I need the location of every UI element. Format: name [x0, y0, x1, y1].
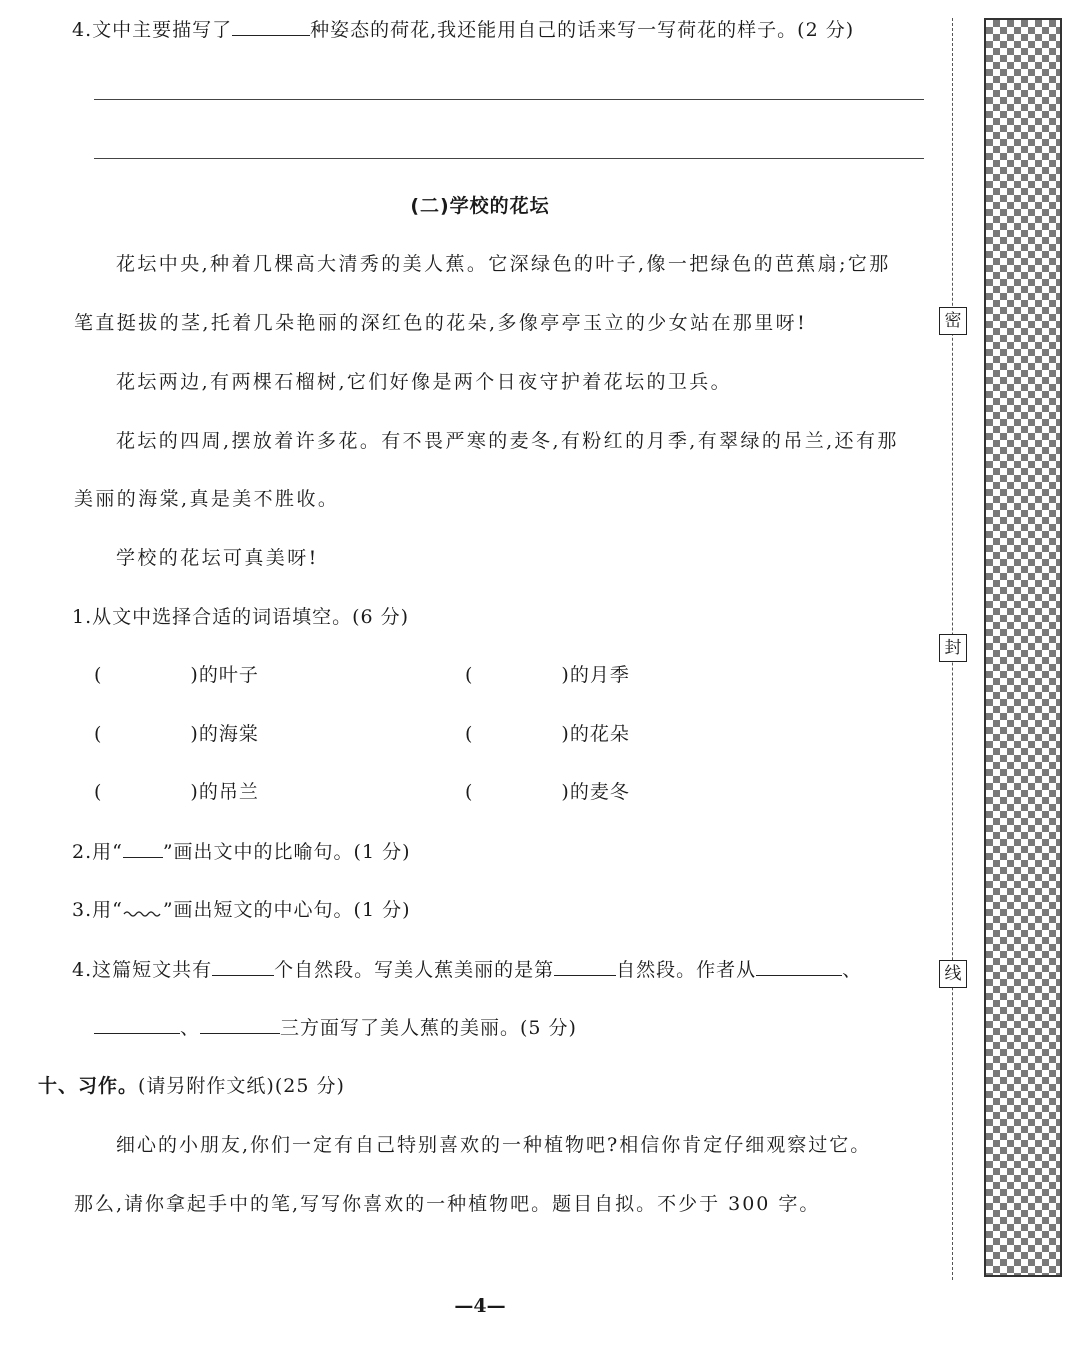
answer-line[interactable] — [94, 158, 924, 159]
question-1: 1.从文中选择合适的词语填空。(6 分) — [72, 606, 410, 628]
question-4-cont: 、 三方面写了美人蕉的美丽。(5 分) — [94, 1015, 577, 1040]
passage-paragraph-2: 花坛两边,有两棵石榴树,它们好像是两个日夜守护着花坛的卫兵。 — [116, 371, 733, 393]
fill-item: ( )的吊兰 — [94, 781, 259, 803]
answer-blank[interactable] — [212, 957, 274, 976]
passage-paragraph-4: 学校的花坛可真美呀! — [116, 547, 319, 569]
binding-seal-xian: 线 — [939, 960, 967, 988]
decorative-margin-pattern — [984, 18, 1062, 1277]
fill-item: ( )的花朵 — [465, 723, 630, 745]
fill-item: ( )的叶子 — [94, 664, 259, 686]
section-heading: 十、习作。(请另附作文纸)(25 分) — [38, 1075, 345, 1097]
answer-blank[interactable] — [756, 957, 842, 976]
fill-item: ( )的月季 — [465, 664, 630, 686]
answer-blank[interactable] — [554, 957, 616, 976]
question-2: 2.用“ ”画出文中的比喻句。(1 分) — [72, 841, 411, 863]
passage-paragraph-1: 花坛中央,种着几棵高大清秀的美人蕉。它深绿色的叶子,像一把绿色的芭蕉扇;它那 — [116, 253, 891, 275]
writing-prompt-line-1: 细心的小朋友,你们一定有自己特别喜欢的一种植物吧?相信你肯定仔细观察过它。 — [116, 1134, 872, 1156]
binding-seal-mi: 密 — [939, 307, 967, 335]
answer-blank[interactable] — [94, 1015, 180, 1034]
passage-title: (二)学校的花坛 — [410, 195, 550, 217]
wavy-underline-mark — [123, 898, 163, 916]
passage-paragraph-3-cont: 美丽的海棠,真是美不胜收。 — [74, 488, 340, 510]
fill-item: ( )的海棠 — [94, 723, 259, 745]
page-number: —4— — [454, 1295, 506, 1317]
fill-item: ( )的麦冬 — [465, 781, 630, 803]
question-3: 3.用“ ”画出短文的中心句。(1 分) — [72, 899, 411, 921]
binding-seal-feng: 封 — [939, 634, 967, 662]
straight-underline-mark — [123, 839, 163, 858]
passage-paragraph-3: 花坛的四周,摆放着许多花。有不畏严寒的麦冬,有粉红的月季,有翠绿的吊兰,还有那 — [116, 430, 899, 452]
answer-line[interactable] — [94, 99, 924, 100]
question-4: 4.这篇短文共有 个自然段。写美人蕉美丽的是第 自然段。作者从 、 — [72, 959, 863, 981]
passage-paragraph-1-cont: 笔直挺拔的茎,托着几朵艳丽的深红色的花朵,多像亭亭玉立的少女站在那里呀! — [74, 312, 808, 334]
question-4-top: 4.文中主要描写了 种姿态的荷花,我还能用自己的话来写一写荷花的样子。(2 分) — [72, 19, 855, 41]
answer-blank[interactable] — [232, 17, 310, 36]
answer-blank[interactable] — [200, 1015, 280, 1034]
writing-prompt-line-2: 那么,请你拿起手中的笔,写写你喜欢的一种植物吧。题目自拟。不少于 300 字。 — [74, 1193, 821, 1215]
